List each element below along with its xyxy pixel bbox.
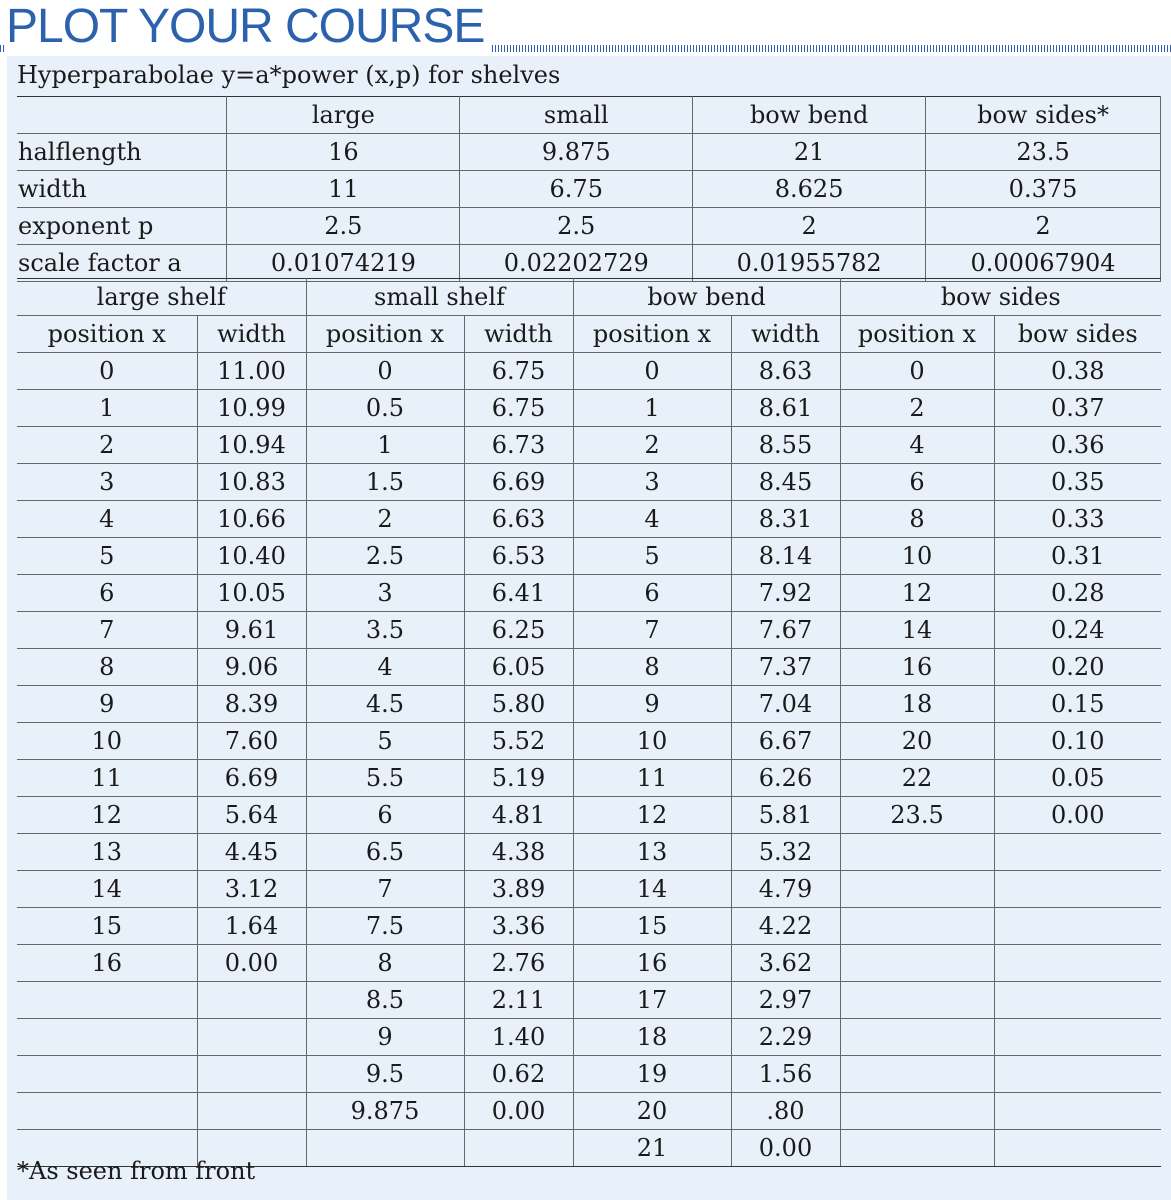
table-cell: 10.05 — [197, 575, 306, 612]
parameter-value: 9.875 — [460, 134, 693, 171]
table-cell — [17, 1019, 197, 1056]
table-cell — [994, 982, 1161, 1019]
table-cell — [464, 1130, 573, 1167]
table-cell: 4 — [573, 501, 731, 538]
table-cell: 3 — [573, 464, 731, 501]
table-row — [17, 834, 1161, 871]
table-cell: 6.73 — [464, 427, 573, 464]
table-cell: 15 — [573, 908, 731, 945]
table-cell: 7 — [306, 871, 464, 908]
page-header — [0, 0, 1171, 56]
parameter-value: 0.02202729 — [460, 245, 693, 282]
table-cell: 11.00 — [197, 353, 306, 390]
table-cell: 4.45 — [197, 834, 306, 871]
table-cell: 0.5 — [306, 390, 464, 427]
table-cell: 13 — [17, 834, 197, 871]
table-cell — [840, 871, 994, 908]
table-cell: 2 — [840, 390, 994, 427]
table-row — [17, 1056, 1161, 1093]
group-header: large shelf — [17, 279, 306, 316]
table-cell: 1 — [17, 390, 197, 427]
table-cell: 0.20 — [994, 649, 1161, 686]
table-cell: 2.11 — [464, 982, 573, 1019]
table-cell — [840, 945, 994, 982]
row-label: scale factor a — [17, 245, 227, 282]
table-cell: 5 — [17, 538, 197, 575]
table-row — [17, 686, 1161, 723]
table-cell: 7 — [17, 612, 197, 649]
table-cell — [197, 1056, 306, 1093]
table-cell: 5.81 — [731, 797, 840, 834]
table-cell: 10.66 — [197, 501, 306, 538]
table-cell: 2.76 — [464, 945, 573, 982]
column-header: bow sides* — [926, 97, 1161, 134]
table-subtitle: Hyperparabolae y=a*power (x,p) for shelves — [17, 61, 561, 89]
parameters-header-row — [17, 97, 1161, 134]
table-cell — [994, 945, 1161, 982]
table-row — [17, 575, 1161, 612]
table-cell: 7 — [573, 612, 731, 649]
table-cell: 7.5 — [306, 908, 464, 945]
table-cell: 1.40 — [464, 1019, 573, 1056]
table-cell: 9.06 — [197, 649, 306, 686]
table-cell: 5 — [573, 538, 731, 575]
row-label: exponent p — [17, 208, 227, 245]
table-cell: 4.5 — [306, 686, 464, 723]
table-cell: 8.39 — [197, 686, 306, 723]
table-cell — [840, 1093, 994, 1130]
table-cell — [994, 1093, 1161, 1130]
table-cell: 4.79 — [731, 871, 840, 908]
table-cell: 6.63 — [464, 501, 573, 538]
table-cell: 0 — [306, 353, 464, 390]
table-cell: 0.38 — [994, 353, 1161, 390]
table-cell: 9.5 — [306, 1056, 464, 1093]
table-cell — [840, 982, 994, 1019]
table-cell: 0.00 — [464, 1093, 573, 1130]
group-header: bow sides — [840, 279, 1161, 316]
table-cell: 0 — [17, 353, 197, 390]
table-cell: 4 — [840, 427, 994, 464]
table-cell: 7.92 — [731, 575, 840, 612]
table-cell: 6.41 — [464, 575, 573, 612]
table-cell: 6.67 — [731, 723, 840, 760]
table-cell: 0.24 — [994, 612, 1161, 649]
table-row — [17, 908, 1161, 945]
table-cell — [197, 1019, 306, 1056]
shelf-values-table — [17, 278, 1161, 1167]
table-cell: 1.5 — [306, 464, 464, 501]
table-row — [17, 871, 1161, 908]
table-row — [17, 501, 1161, 538]
table-cell: 10 — [840, 538, 994, 575]
table-cell: 12 — [840, 575, 994, 612]
table-cell: 4.81 — [464, 797, 573, 834]
table-row — [17, 723, 1161, 760]
table-cell: 1 — [306, 427, 464, 464]
footnote: *As seen from front — [17, 1157, 256, 1185]
table-row — [17, 464, 1161, 501]
table-cell: 6.69 — [197, 760, 306, 797]
table-cell: 3.89 — [464, 871, 573, 908]
table-cell: 5.80 — [464, 686, 573, 723]
table-cell: 5 — [306, 723, 464, 760]
parameter-value: 0.00067904 — [926, 245, 1161, 282]
table-cell: 20 — [573, 1093, 731, 1130]
table-cell: 10.99 — [197, 390, 306, 427]
table-cell: 18 — [573, 1019, 731, 1056]
table-cell: 0.62 — [464, 1056, 573, 1093]
parameter-value: 16 — [227, 134, 460, 171]
parameter-row — [17, 134, 1161, 171]
table-cell: 0.33 — [994, 501, 1161, 538]
table-cell — [197, 1093, 306, 1130]
table-cell: 22 — [840, 760, 994, 797]
table-cell: 14 — [573, 871, 731, 908]
parameter-row — [17, 245, 1161, 282]
column-subheader: width — [464, 316, 573, 353]
row-label: width — [17, 171, 227, 208]
table-cell: 10.40 — [197, 538, 306, 575]
table-cell — [994, 1056, 1161, 1093]
table-cell: 8.31 — [731, 501, 840, 538]
table-cell: 3 — [17, 464, 197, 501]
table-cell: 8.55 — [731, 427, 840, 464]
table-cell: 16 — [17, 945, 197, 982]
table-cell: 8 — [840, 501, 994, 538]
table-cell: 16 — [840, 649, 994, 686]
parameter-value: 6.75 — [460, 171, 693, 208]
table-cell: 0.28 — [994, 575, 1161, 612]
table-cell — [17, 982, 197, 1019]
parameter-row — [17, 171, 1161, 208]
table-cell: 6 — [840, 464, 994, 501]
table-cell: 5.52 — [464, 723, 573, 760]
parameter-value: 2 — [926, 208, 1161, 245]
table-cell: 3.62 — [731, 945, 840, 982]
table-row — [17, 427, 1161, 464]
table-cell: 6.53 — [464, 538, 573, 575]
table-cell: 12 — [17, 797, 197, 834]
table-cell: 8 — [573, 649, 731, 686]
table-cell: 6 — [17, 575, 197, 612]
table-cell: 9 — [573, 686, 731, 723]
column-header: small — [460, 97, 693, 134]
table-row — [17, 1093, 1161, 1130]
parameter-value: 0.01074219 — [227, 245, 460, 282]
table-cell — [994, 871, 1161, 908]
table-cell: 11 — [573, 760, 731, 797]
group-header-row — [17, 279, 1161, 316]
table-cell: .80 — [731, 1093, 840, 1130]
table-cell — [306, 1130, 464, 1167]
page-title: PLOT YOUR COURSE — [6, 2, 490, 52]
table-row — [17, 797, 1161, 834]
column-subheader: position x — [306, 316, 464, 353]
column-subheader: bow sides — [994, 316, 1161, 353]
table-cell: 11 — [17, 760, 197, 797]
table-cell: 9.875 — [306, 1093, 464, 1130]
table-cell — [994, 1130, 1161, 1167]
table-cell: 8.5 — [306, 982, 464, 1019]
table-cell: 12 — [573, 797, 731, 834]
group-header: bow bend — [573, 279, 840, 316]
parameter-value: 2.5 — [460, 208, 693, 245]
table-cell: 10.94 — [197, 427, 306, 464]
parameters-table — [17, 96, 1161, 282]
table-cell: 10.83 — [197, 464, 306, 501]
table-cell: 4.38 — [464, 834, 573, 871]
table-row — [17, 945, 1161, 982]
table-cell: 8 — [17, 649, 197, 686]
table-cell: 5.32 — [731, 834, 840, 871]
parameter-value: 23.5 — [926, 134, 1161, 171]
table-cell — [840, 1056, 994, 1093]
table-cell — [197, 982, 306, 1019]
table-cell: 2.29 — [731, 1019, 840, 1056]
table-cell: 2.97 — [731, 982, 840, 1019]
parameter-value: 8.625 — [693, 171, 926, 208]
parameter-value: 0.375 — [926, 171, 1161, 208]
table-cell — [994, 908, 1161, 945]
table-cell — [840, 834, 994, 871]
group-header: small shelf — [306, 279, 573, 316]
table-cell: 8.45 — [731, 464, 840, 501]
row-label: halflength — [17, 134, 227, 171]
table-cell: 0.00 — [994, 797, 1161, 834]
table-cell: 6.69 — [464, 464, 573, 501]
table-cell: 8 — [306, 945, 464, 982]
table-cell: 7.37 — [731, 649, 840, 686]
table-cell: 2 — [573, 427, 731, 464]
table-cell: 0.00 — [197, 945, 306, 982]
table-cell: 3.36 — [464, 908, 573, 945]
parameter-value: 11 — [227, 171, 460, 208]
table-cell: 7.04 — [731, 686, 840, 723]
table-cell — [994, 834, 1161, 871]
table-cell: 0.10 — [994, 723, 1161, 760]
table-cell: 17 — [573, 982, 731, 1019]
table-cell: 16 — [573, 945, 731, 982]
table-cell: 3.5 — [306, 612, 464, 649]
table-row — [17, 612, 1161, 649]
table-cell — [17, 1093, 197, 1130]
table-cell: 9 — [17, 686, 197, 723]
parameter-value: 21 — [693, 134, 926, 171]
parameter-row — [17, 208, 1161, 245]
table-cell: 6.26 — [731, 760, 840, 797]
column-subheader: width — [731, 316, 840, 353]
table-cell: 9.61 — [197, 612, 306, 649]
column-header: bow bend — [693, 97, 926, 134]
table-cell: 0.05 — [994, 760, 1161, 797]
table-row — [17, 649, 1161, 686]
table-cell — [840, 1019, 994, 1056]
table-cell: 6 — [573, 575, 731, 612]
table-cell: 8.61 — [731, 390, 840, 427]
table-cell: 0.35 — [994, 464, 1161, 501]
table-cell: 9 — [306, 1019, 464, 1056]
table-cell: 0.36 — [994, 427, 1161, 464]
table-cell: 6.75 — [464, 390, 573, 427]
table-cell: 0.15 — [994, 686, 1161, 723]
table-row — [17, 353, 1161, 390]
table-cell: 4 — [306, 649, 464, 686]
table-cell: 15 — [17, 908, 197, 945]
table-cell: 2 — [306, 501, 464, 538]
table-cell: 5.5 — [306, 760, 464, 797]
table-cell: 7.60 — [197, 723, 306, 760]
table-cell — [17, 1056, 197, 1093]
table-cell: 0.00 — [731, 1130, 840, 1167]
subheader-row — [17, 316, 1161, 353]
table-panel — [7, 56, 1171, 1200]
corner-cell — [17, 97, 227, 134]
table-cell: 0.31 — [994, 538, 1161, 575]
column-subheader: position x — [573, 316, 731, 353]
table-cell: 6 — [306, 797, 464, 834]
table-row — [17, 1019, 1161, 1056]
table-cell: 13 — [573, 834, 731, 871]
table-cell: 5.64 — [197, 797, 306, 834]
table-cell: 18 — [840, 686, 994, 723]
table-row — [17, 390, 1161, 427]
table-cell — [840, 908, 994, 945]
table-row — [17, 982, 1161, 1019]
table-cell: 3.12 — [197, 871, 306, 908]
parameter-value: 2.5 — [227, 208, 460, 245]
table-cell: 1.56 — [731, 1056, 840, 1093]
table-cell: 4 — [17, 501, 197, 538]
table-cell: 1 — [573, 390, 731, 427]
table-cell: 6.25 — [464, 612, 573, 649]
table-row — [17, 538, 1161, 575]
table-cell: 6.5 — [306, 834, 464, 871]
table-cell — [994, 1019, 1161, 1056]
table-cell: 19 — [573, 1056, 731, 1093]
table-cell: 8.63 — [731, 353, 840, 390]
parameter-value: 0.01955782 — [693, 245, 926, 282]
table-cell: 10 — [17, 723, 197, 760]
table-cell: 4.22 — [731, 908, 840, 945]
table-cell: 0 — [573, 353, 731, 390]
table-cell — [840, 1130, 994, 1167]
table-cell: 21 — [573, 1130, 731, 1167]
column-header: large — [227, 97, 460, 134]
column-subheader: position x — [17, 316, 197, 353]
table-cell: 6.05 — [464, 649, 573, 686]
table-cell: 5.19 — [464, 760, 573, 797]
table-cell: 6.75 — [464, 353, 573, 390]
table-row — [17, 760, 1161, 797]
column-subheader: position x — [840, 316, 994, 353]
table-cell: 8.14 — [731, 538, 840, 575]
table-cell: 0.37 — [994, 390, 1161, 427]
table-cell: 3 — [306, 575, 464, 612]
table-cell: 20 — [840, 723, 994, 760]
table-cell: 2 — [17, 427, 197, 464]
table-cell: 10 — [573, 723, 731, 760]
table-cell: 1.64 — [197, 908, 306, 945]
table-cell: 23.5 — [840, 797, 994, 834]
table-cell: 2.5 — [306, 538, 464, 575]
table-cell: 0 — [840, 353, 994, 390]
table-cell: 7.67 — [731, 612, 840, 649]
column-subheader: width — [197, 316, 306, 353]
table-cell: 14 — [17, 871, 197, 908]
parameter-value: 2 — [693, 208, 926, 245]
table-cell: 14 — [840, 612, 994, 649]
